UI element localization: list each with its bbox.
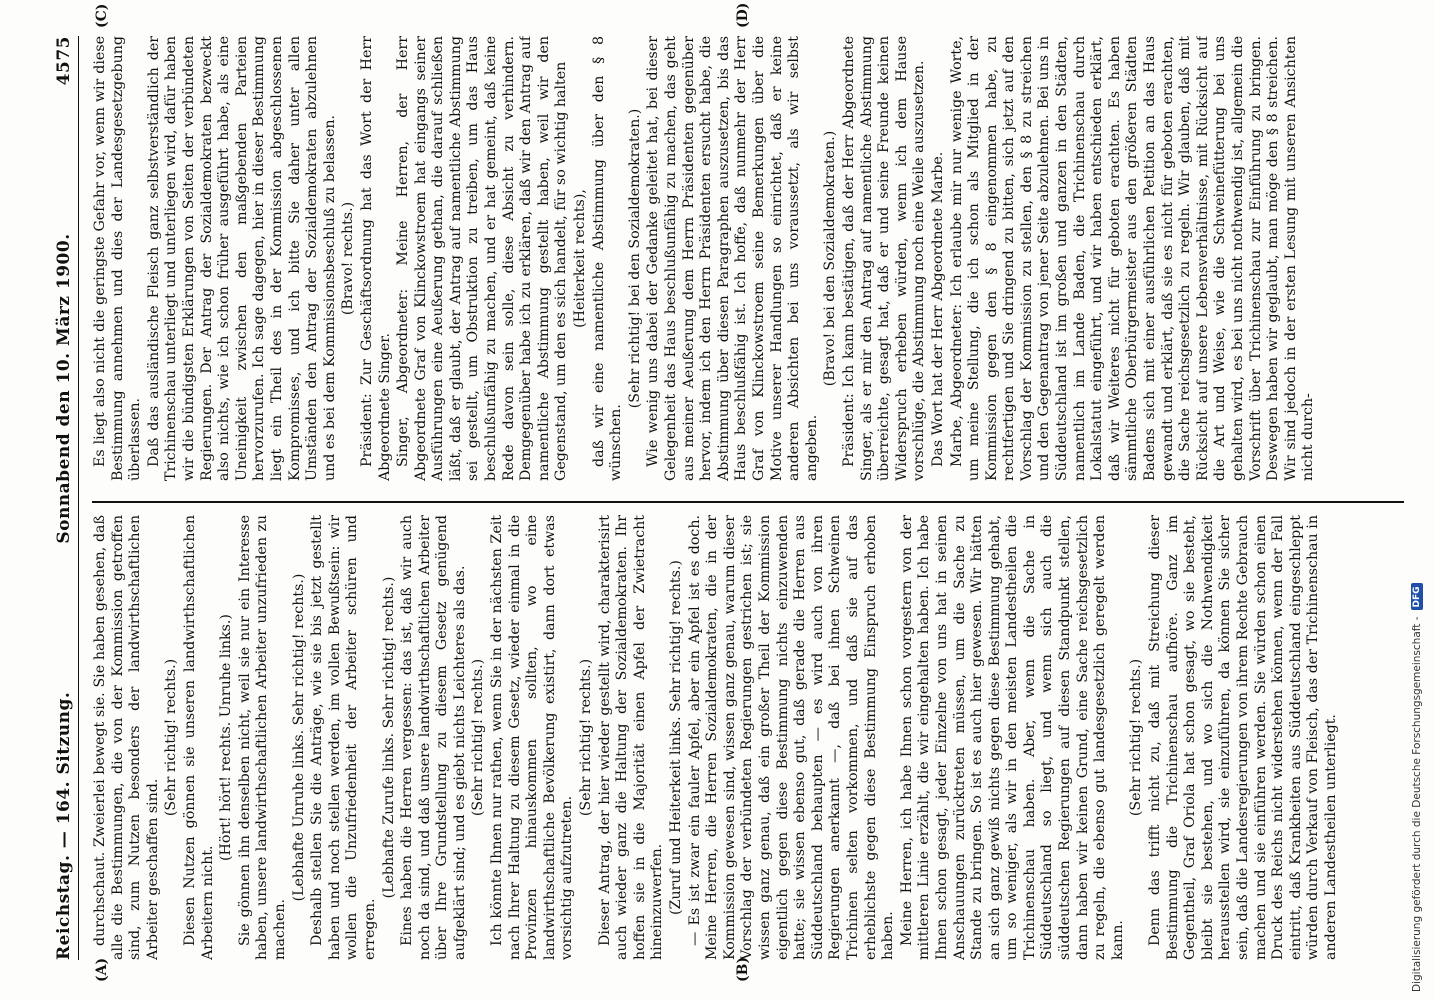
paragraph: Singer, Abgeordneter: Meine Herren, der Herr Abgeordnete Graf von Klinckowstroem hat eingangs seiner Ausführungen eine Aeußerung gethan, die darauf schließen läßt, daß er glaubt, der Antrag auf namentliche Abstimmung sei gestellt, um Obstruktion zu treiben, um das Haus beschlußunfähig zu machen, und er hat gemeint, daß keine Rede davon sein solle, diese Absicht zu verhindern. Demgegenüber habe ich zu erklären, daß wir den Antrag auf namentliche Abstimmung gestellt haben, weil wir den Gegenstand, um den es sich handelt, für so wichtig halten <box>395 36 570 481</box>
paragraph: Dieser Antrag, der hier wieder gestellt wird, charakterisirt auch wieder ganz die Haltung der Sozialdemokraten. Ihr hoffen sie in die Majorität einen Apfel der Zwietracht hineinzuwerfen. <box>596 515 666 960</box>
paragraph: durchschaut. Zweierlei bewegt sie. Sie haben gesehen, daß alle die Bestimmungen, die von der Kommission getroffen sind, zum Nutzen besonders der landwirthschaftlichen Arbeiter geschaffen sind. <box>92 515 161 960</box>
paragraph: Ich könnte Ihnen nur rathen, wenn Sie in der nächsten Zeit nach Ihrer Haltung zu diesem Gesetz, wieder einmal in die Provinzen hinauskommen sollten, wo eine landwirthschaftliche Bevölkerung existirt, dann dort etwas vorsichtig aufzutreten. <box>489 515 576 960</box>
page-number: 4575 <box>54 36 74 86</box>
dfg-logo: DFG <box>1411 583 1423 610</box>
paragraph: Meine Herren, ich habe Ihnen schon vorgestern von der mittleren Linie erzählt, die wir eingehalten haben. Ich habe Ihnen schon gesagt, jeder Einzelne von uns hat in seinen Anschauungen zurücktreten müssen, um die Sache zu Stande zu bringen. So ist es auch hier gewesen. Wir hätten an sich ganz gewiß nichts gegen diese Bestimmung gehabt, um so weniger, als wir in den meisten Landestheilen die Trichinenschau haben. Aber, wenn die Sache in Süddeutschland so liegt, und wenn sich auch die süddeutschen Regierungen auf diesen Standpunkt stellen, dann haben wir keinen Grund, eine Sache reichsgesetzlich zu regeln, die ebenso gut landesgesetzlich geregelt werden kann. <box>898 515 1126 960</box>
interjection: (Sehr richtig! rechts.) <box>578 658 595 817</box>
left-column <box>92 515 1404 960</box>
paragraph: Denn das trifft nicht zu, daß mit Streichung dieser Bestimmung die Trichinenschau aufhöre. Ganz im Gegentheil, Graf Oriola hat schon gesagt, wo sie besteht, bleibt sie bestehen, und wo sich die Nothwendigkeit herausstellen wird, sie einzuführen, da können Sie sicher sein, daß die Landesregierungen von ihrem Rechte Gebrauch machen und sie einführen werden. Sie würden schon einen Druck des Reichs nicht widerstehen können, wenn der Fall eintritt, daß Krankheiten aus Süddeutschland eingeschleppt würden durch Verkauf von Fleisch, das der Trichinenschau in anderen Landestheilen unterliegt. <box>1147 515 1339 960</box>
paragraph: Es liegt also nicht die geringste Gefahr vor, wenn wir diese Bestimmung annehmen und dies der Landesgesetzgebung überlassen. <box>92 36 144 481</box>
interjection: (Heiterkeit rechts), <box>572 189 589 328</box>
margin-marker-c: (C) <box>94 3 110 28</box>
paragraph: daß wir eine namentliche Abstimmung über den § 8 wünschen. <box>590 36 625 481</box>
paragraph: Deshalb stellen Sie die Anträge, wie sie bis jetzt gestellt haben und noch stellen werden, im vollen Bewußtsein: wir wollen die Unzufriedenheit der Arbeiter schüren und erregen. <box>309 515 378 960</box>
margin-marker-d: (D) <box>735 2 751 28</box>
paragraph: Marbe, Abgeordneter: Ich erlaube mir nur wenige Worte, um meine Stellung, die ich schon als Mitglied in der Kommission gegen den § 8 eingenommen habe, zu rechtfertigen und Sie dringend zu bitten, sich jetzt auf den Vorschlag der Kommission zu stellen, den § 8 zu streichen und den Gegenantrag von jener Seite abzulehnen. Bei uns in Süddeutschland ist im großen und ganzen in den Städten, namentlich im Lande Baden, die Trichinenschau durch Lokalstatut eingeführt, und wir haben entschieden erklärt, daß wir Weiteres nicht für geboten erachten. Es haben sämmtliche Oberbürgermeister aus den größeren Städten Badens sich mit einer ausführlichen Petition an das Haus gewandt und erklärt, daß sie es nicht für geboten erachten, die Sache reichsgesetzlich zu regeln. Wir glauben, daß mit Rücksicht auf unsere Lebensverhältnisse, mit Rücksicht auf die Art und Weise, wie die Schweinefütterung bei uns gehalten wird, es bei uns nicht nothwendig ist, allgemein die Vorschrift über Trichinenschau zur Einführung zu bringen. Deswegen haben wir geglaubt, man möge den § 8 streichen. Wir sind jedoch in der ersten Lesung mit unseren Ansichten nicht durch- <box>948 36 1317 481</box>
paragraph: Sie gönnen ihn denselben nicht, weil sie nur ein Interesse haben, unsere landwirthschaftlichen Arbeiter unzufrieden zu machen. <box>236 515 288 960</box>
header-date: Sonnabend den 10. März 1900. <box>54 233 74 544</box>
paragraph: Das Wort hat der Herr Abgeordnete Marbe. <box>929 151 946 467</box>
interjection: (Lebhafte Unruhe links. Sehr richtig! rechts.) <box>290 573 307 902</box>
paragraph: — Es ist zwar ein fauler Apfel, aber ein Apfel ist es doch. Meine Herren, die Herren Sozialdemokraten, die in der Kommission gewesen sind, wissen ganz genau, warum dieser Vorschlag der verbündeten Regierungen gestrichen ist; sie wissen ganz genau, daß ein großer Theil der Kommission eigentlich gegen diese Bestimmung nichts einzuwenden hatte; sie wissen ebenso gut, daß gerade die Herren aus Süddeutschland behaupten — es wird auch von ihren Regierungen anerkannt —, daß bei ihnen Schweinen Trichinen selten vorkommen, und daß sie auf das erheblichste gegen diese Bestimmung Einspruch erhoben haben. <box>686 515 897 960</box>
interjection: (Sehr richtig! rechts.) <box>470 658 487 817</box>
interjection: (Sehr richtig! bei den Sozialdemokraten.) <box>626 108 643 409</box>
digitization-sidebar <box>1404 8 1428 992</box>
page-header <box>48 36 79 960</box>
paragraph: Eines haben die Herren vergessen: das ist, daß wir auch noch da sind, und daß unsere landwirthschaftlichen Arbeiter über Ihre Grundstellung zu diesem Gesetz genügend aufgeklärt sind; und es giebt nichts Leichteres als das. <box>399 515 468 960</box>
interjection: (Sehr richtig! rechts.) <box>1128 658 1145 817</box>
paragraph: Präsident: Zur Geschäftsordnung hat das Wort der Herr Abgeordnete Singer. <box>358 36 393 481</box>
interjection: (Lebhafte Zurufe links. Sehr richtig! rechts.) <box>380 576 397 899</box>
paragraph: Präsident: Ich kann bestätigen, daß der Herr Abgeordnete Singer, als er mir den Antrag auf namentliche Abstimmung überreichte, gesagt hat, daß er und seine Freunde keinen Widerspruch erheben würden, wenn ich dem Hause vorschlüge, die Abstimmung noch eine Weile auszusetzen. <box>840 36 928 481</box>
right-column <box>92 36 1404 481</box>
interjection: (Zuruf und Heiterkeit links. Sehr richtig! rechts.) <box>668 560 684 915</box>
margin-marker-b: (B) <box>735 956 751 982</box>
paragraph: Diesen Nutzen gönnen sie unseren landwirthschaftlichen Arbeitern nicht. <box>181 515 216 960</box>
interjection: (Sehr richtig! rechts.) <box>163 658 180 817</box>
paragraph: Daß das ausländische Fleisch ganz selbstverständlich der Trichinenschau unterliegt und unterliegen wird, dafür haben wir die bündigsten Erklärungen von Seiten der verbündeten Regierungen. Der Antrag der Sozialdemokraten bezweckt also nichts, wie ich schon früher ausgeführt habe, als eine Uneinigkeit zwischen den maßgebenden Parteien hervorzurufen. Ich sage dagegen, hier in dieser Bestimmung liegt ein Theil des in der Kommission abgeschlossenen Kompromisses, und ich bitte Sie daher unter allen Umständen den Antrag der Sozialdemokraten abzulehnen und es bei dem Kommissionsbeschluß zu belassen. <box>145 36 338 481</box>
digitization-credit: Digitalisierung gefördert durch die Deutsche Forschungsgemeinschaft - <box>1411 616 1423 992</box>
interjection: (Hört! hört! rechts. Unruhe links.) <box>218 614 235 861</box>
interjection: (Bravo! bei den Sozialdemokraten.) <box>822 130 839 387</box>
header-left: Reichstag. — 164. Sitzung. <box>54 691 74 960</box>
column-divider <box>92 501 1404 503</box>
interjection: (Bravo! rechts.) <box>340 201 357 316</box>
paragraph: Wie wenig uns dabei der Gedanke geleitet hat, bei dieser Gelegenheit das Haus beschlußunfähig zu machen, das geht aus meiner Aeußerung dem Herrn Präsidenten gegenüber hervor, indem ich den Herrn Präsidenten ersucht habe, die Abstimmung über diesen Paragraphen auszusetzen, bis das Haus beschlußfähig ist. Ich hoffe, daß nunmehr der Herr Graf von Klinckowstroem seine Bemerkungen über die Motive unserer Handlungen so einrichtet, daß er keine anderen Absichten bei uns voraussetzt, als wir selbst angeben. <box>645 36 820 481</box>
margin-marker-a: (A) <box>94 957 110 982</box>
